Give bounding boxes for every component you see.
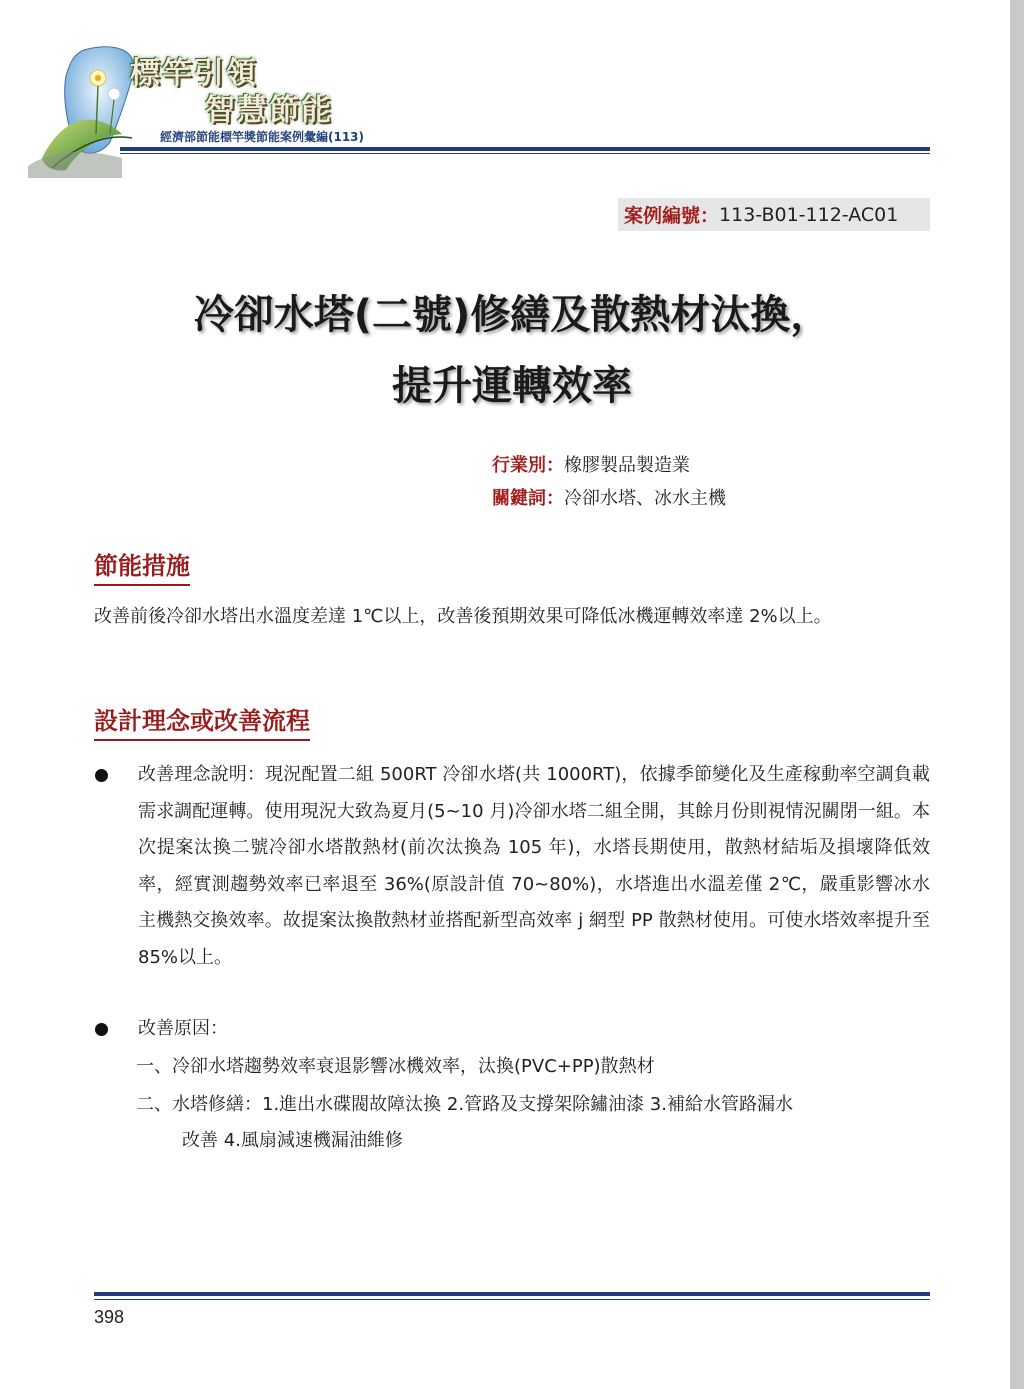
bullet-icon [95, 1023, 108, 1036]
keywords-row [492, 484, 726, 510]
slogan-line-2: 智慧節能 [205, 93, 333, 128]
page-title-line-1: 冷卻水塔(二號)修繕及散熱材汰換， [193, 292, 831, 338]
header-rule [120, 147, 930, 151]
bullet-concept-text: 改善理念說明：現況配置二組 500RT 冷卻水塔(共 1000RT)，依據季節變化及生產稼動率空調負載需求調配運轉。使用現況大致為夏月(5~10 月)冷卻水塔二組全開，其餘月份則視情況關閉一組。本次提案汰換二號冷卻水塔散熱材(前次汰換為 105 年)，水塔長期使用，散熱材結垢及損壞降低效率，經實測趨勢效率已率退至 36%(原設計值 70~80%)，水塔進出水溫差僅 2℃，嚴重影響冰水主機熱交換效率。故提案汰換散熱材並搭配新型高效率 j 網型 PP 散熱材使用。可使水塔效率提升至 85%以上。 [138, 764, 930, 968]
bullet-icon [95, 769, 108, 782]
industry-value: 橡膠製品製造業 [564, 455, 690, 476]
case-number-value: 113-B01-112-AC01 [719, 203, 899, 226]
industry-row [492, 451, 690, 477]
slogan-line-1: 標竿引領 [130, 56, 258, 91]
page-title-line-2: 提升運轉效率 [392, 363, 632, 409]
header-rule-thin [120, 153, 930, 154]
reason-item-2-continued: 改善 4.風扇減速機漏油維修 [182, 1130, 403, 1151]
case-number-label: 案例編號： [624, 205, 720, 227]
page-number: 398 [94, 1307, 125, 1327]
measures-paragraph: 改善前後冷卻水塔出水溫度差達 1℃以上，改善後預期效果可降低冰機運轉效率達 2%以上。 [94, 606, 832, 627]
footer-rule-thin [94, 1299, 930, 1300]
section-heading-measures: 節能措施 [94, 546, 190, 586]
keywords-label: 關鍵詞： [492, 488, 564, 509]
bullet-reasons-text: 改善原因： [138, 1018, 228, 1039]
case-number-box [618, 198, 930, 231]
reason-item-2: 二、水塔修繕：1.進出水碟閥故障汰換 2.管路及支撐架除鏽油漆 3.補給水管路漏水 [136, 1094, 793, 1115]
page-edge-strip [1010, 0, 1024, 1389]
footer-rule [94, 1292, 930, 1296]
reason-item-1: 一、冷卻水塔趨勢效率衰退影響冰機效率，汰換(PVC+PP)散熱材 [136, 1056, 655, 1077]
header-subtitle: 經濟部節能標竿獎節能案例彙編(113) [160, 130, 365, 144]
section-heading-design: 設計理念或改善流程 [94, 701, 310, 741]
keywords-value: 冷卻水塔、冰水主機 [564, 488, 726, 509]
industry-label: 行業別： [492, 455, 564, 476]
